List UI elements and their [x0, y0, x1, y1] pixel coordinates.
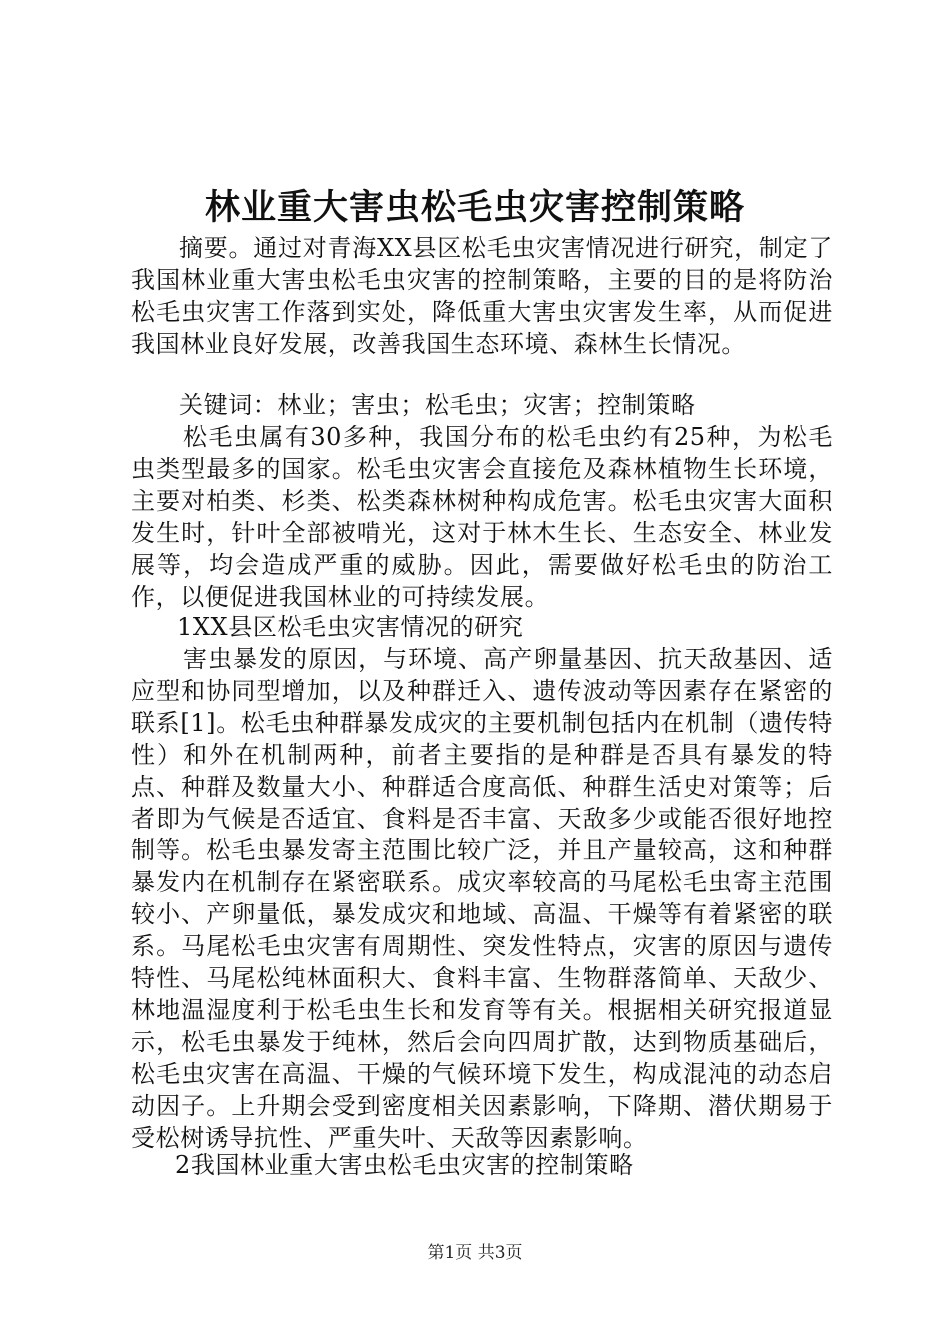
section-2-heading: 2我国林业重大害虫松毛虫灾害的控制策略	[175, 1151, 634, 1179]
abstract-paragraph: 摘要。通过对青海XX县区松毛虫灾害情况进行研究，制定了我国林业重大害虫松毛虫灾害的控制策略，主要的目的是将防治松毛虫灾害工作落到实处，降低重大害虫灾害发生率，从而促进我国林业良好发展，改善我国生态环境、森林生长情况。	[131, 234, 833, 358]
intro-paragraph: 松毛虫属有30多种，我国分布的松毛虫约有25种，为松毛虫类型最多的国家。松毛虫灾害会直接危及森林植物生长环境，主要对柏类、杉类、松类森林树种构成危害。松毛虫灾害大面积发生时，针叶全部被啃光，这对于林木生长、生态安全、林业发展等，均会造成严重的威胁。因此，需要做好松毛虫的防治工作，以便促进我国林业的可持续发展。	[131, 423, 833, 611]
section-1-heading: 1XX县区松毛虫灾害情况的研究	[177, 613, 524, 641]
section-1-paragraph: 害虫暴发的原因，与环境、高产卵量基因、抗天敌基因、适应型和协同型增加，以及种群迁入、遗传波动等因素存在紧密的联系[1]。松毛虫种群暴发成灾的主要机制包括内在机制（遗传特性）和外在机制两种，前者主要指的是种群是否具有暴发的特点、种群及数量大小、种群适合度高低、种群生活史对策等；后者即为气候是否适宜、食料是否丰富、天敌多少或能否很好地控制等。松毛虫暴发寄主范围比较广泛，并且产量较高，这和种群暴发内在机制存在紧密联系。成灾率较高的马尾松毛虫寄主范围较小、产卵量低，暴发成灾和地域、高温、干燥等有着紧密的联系。马尾松毛虫灾害有周期性、突发性特点，灾害的原因与遗传特性、马尾松纯林面积大、食料丰富、生物群落简单、天敌少、林地温湿度利于松毛虫生长和发育等有关。根据相关研究报道显示，松毛虫暴发于纯林，然后会向四周扩散，达到物质基础后，松毛虫灾害在高温、干燥的气候环境下发生，构成混沌的动态启动因子。上升期会受到密度相关因素影响，下降期、潜伏期易于受松树诱导抗性、严重失叶、天敌等因素影响。	[131, 645, 833, 1152]
keywords-line: 关键词：林业；害虫；松毛虫；灾害；控制策略	[179, 391, 696, 419]
page-number-footer: 第1页 共3页	[427, 1243, 523, 1263]
document-title: 林业重大害虫松毛虫灾害控制策略	[204, 187, 745, 228]
